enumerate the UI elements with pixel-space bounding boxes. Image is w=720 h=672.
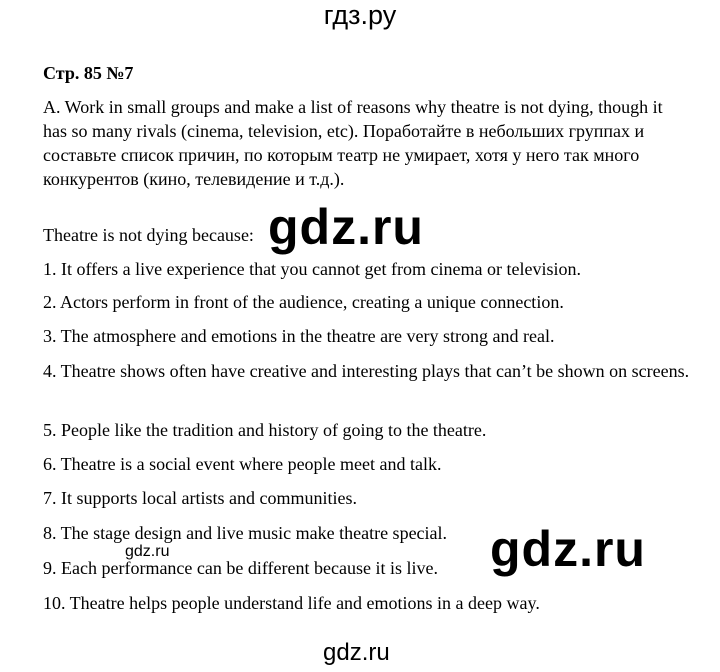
watermark-large: gdz.ru xyxy=(490,521,646,577)
watermark-small: gdz.ru xyxy=(125,543,170,560)
answer-item-4: 4. Theatre shows often have creative and interesting plays that can’t be shown on screens. xyxy=(43,361,690,381)
answer-item-10: 10. Theatre helps people understand life and emotions in a deep way. xyxy=(43,593,540,613)
answer-item-8: 8. The stage design and live music make theatre special. xyxy=(43,523,448,543)
answer-item-9: 9. Each performance can be different because it is live. xyxy=(43,558,438,578)
watermark-large: gdz.ru xyxy=(268,199,424,255)
answer-item-6: 6. Theatre is a social event where people meet and talk. xyxy=(43,454,442,474)
answer-intro: Theatre is not dying because: xyxy=(43,225,254,245)
exercise-title: Стр. 85 №7 xyxy=(43,63,134,83)
answer-item-3: 3. The atmosphere and emotions in the theatre are very strong and real. xyxy=(43,326,555,346)
answer-item-2: 2. Actors perform in front of the audience, creating a unique connection. xyxy=(43,292,564,312)
exercise-task: A. Work in small groups and make a list of reasons why theatre is not dying, though it has so many rivals (cinema, television, etc). Поработайте в небольших группах и составьте список причин, по которым театр не умирает, хотя у него так много конкурентов (кино, телевидение и т.д.). xyxy=(43,97,663,189)
answer-item-7: 7. It supports local artists and communities. xyxy=(43,488,357,508)
site-header: гдз.ру xyxy=(323,0,397,30)
answer-item-5: 5. People like the tradition and history of going to the theatre. xyxy=(43,420,487,440)
answer-item-1: 1. It offers a live experience that you cannot get from cinema or television. xyxy=(43,259,581,279)
watermark-footer: gdz.ru xyxy=(323,639,390,666)
